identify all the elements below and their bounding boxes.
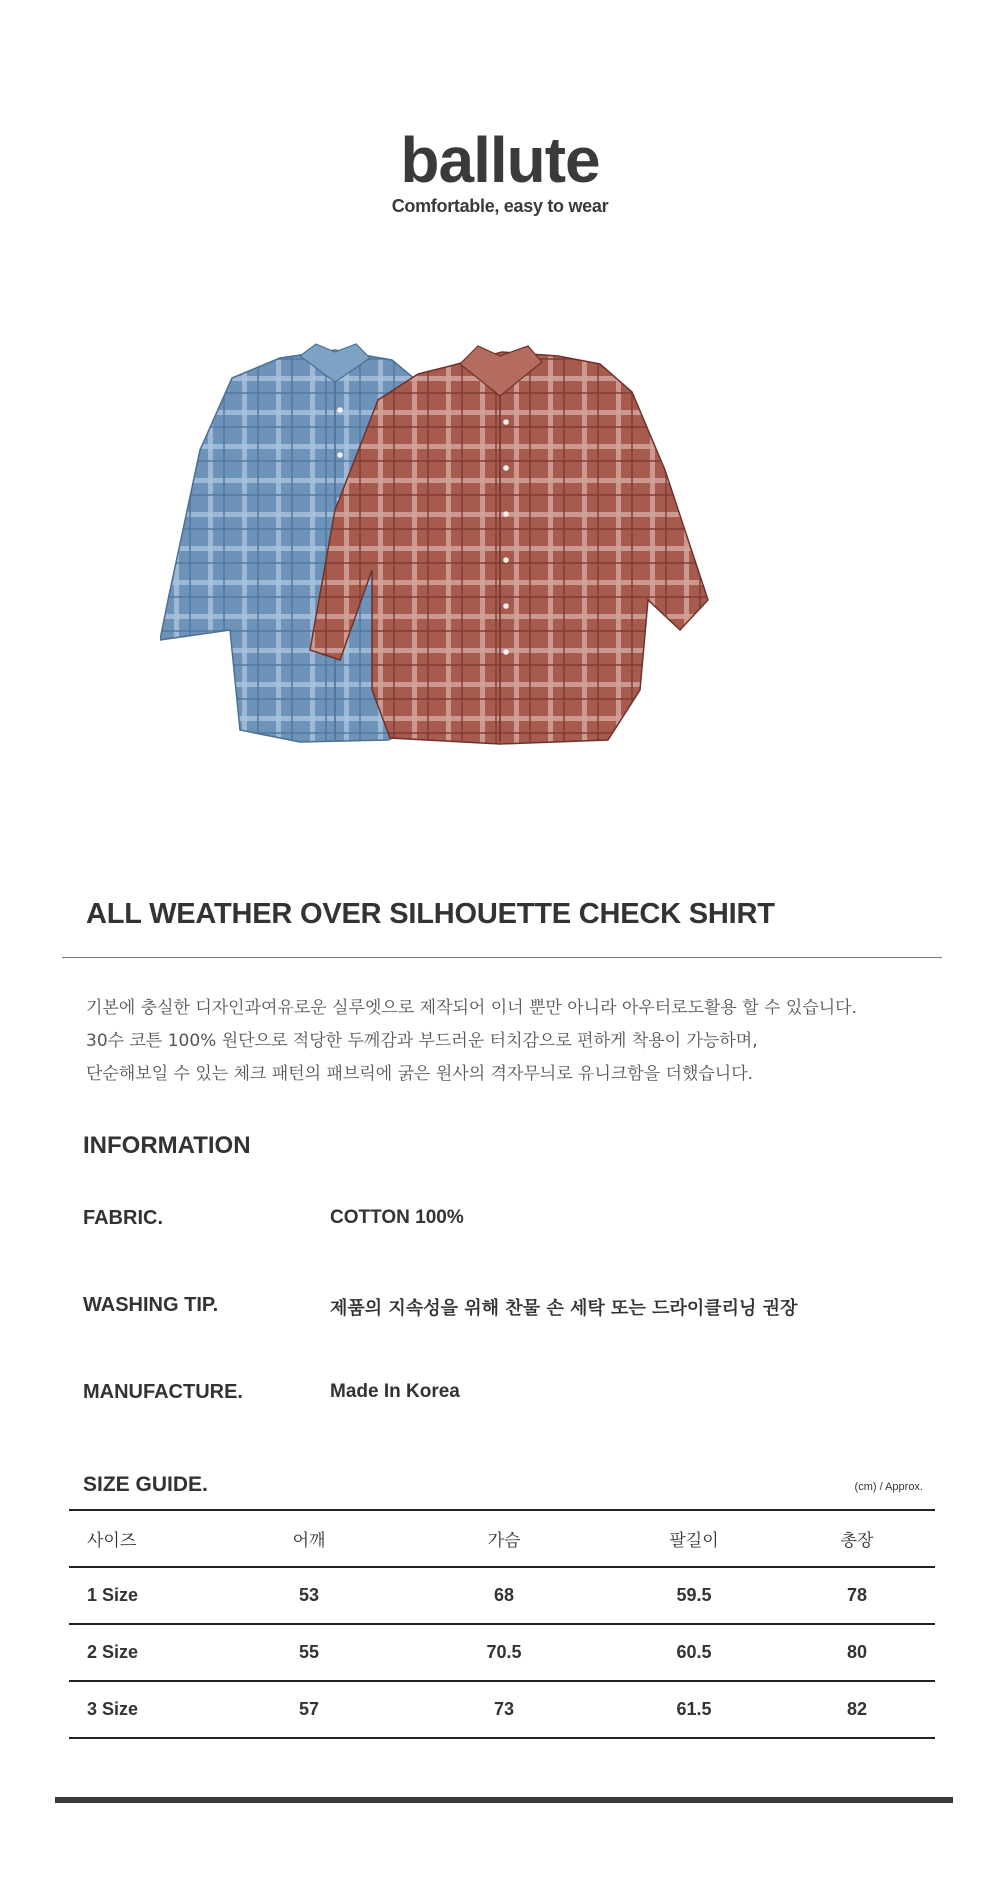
table-cell: 68	[399, 1567, 609, 1624]
table-cell: 61.5	[609, 1681, 779, 1738]
info-value: 제품의 지속성을 위해 찬물 손 세탁 또는 드라이클리닝 권장	[330, 1298, 798, 1319]
info-label: FABRIC.	[83, 1207, 163, 1229]
description-line: 30수 코튼 100% 원단으로 적당한 두께감과 부드러운 터치감으로 편하게 착용이 가능하며,	[86, 1031, 758, 1051]
table-cell: 55	[219, 1624, 399, 1681]
table-row	[69, 1681, 935, 1738]
column-header: 총장	[779, 1510, 935, 1567]
brand-header	[0, 124, 1000, 217]
table-header-row	[69, 1510, 935, 1567]
table-cell: 2 Size	[69, 1624, 219, 1681]
table-cell: 53	[219, 1567, 399, 1624]
info-label: WASHING TIP.	[83, 1294, 219, 1316]
column-header: 가슴	[399, 1510, 609, 1567]
brand-tagline: Comfortable, easy to wear	[391, 196, 609, 216]
product-title: ALL WEATHER OVER SILHOUETTE CHECK SHIRT	[86, 898, 775, 930]
size-table	[69, 1510, 935, 1739]
product-description	[86, 992, 857, 1091]
column-header: 어깨	[219, 1510, 399, 1567]
information-heading: INFORMATION	[83, 1132, 251, 1159]
size-unit-note: (cm) / Approx.	[854, 1481, 923, 1493]
table-cell: 82	[779, 1681, 935, 1738]
table-cell: 1 Size	[69, 1567, 219, 1624]
footer-divider	[55, 1797, 953, 1803]
table-cell: 80	[779, 1624, 935, 1681]
table-row	[69, 1567, 935, 1624]
info-label: MANUFACTURE.	[83, 1381, 243, 1403]
size-guide-heading: SIZE GUIDE.	[83, 1473, 208, 1496]
table-cell: 73	[399, 1681, 609, 1738]
table-cell: 3 Size	[69, 1681, 219, 1738]
table-cell: 59.5	[609, 1567, 779, 1624]
title-divider	[62, 957, 942, 958]
column-header: 팔길이	[609, 1510, 779, 1567]
table-cell: 60.5	[609, 1624, 779, 1681]
table-cell: 70.5	[399, 1624, 609, 1681]
table-cell: 78	[779, 1567, 935, 1624]
product-image	[160, 330, 840, 760]
column-header: 사이즈	[69, 1510, 219, 1567]
description-line: 단순해보일 수 있는 체크 패턴의 패브릭에 굵은 원사의 격자무늬로 유니크함을 더했습니다.	[86, 1064, 754, 1084]
table-cell: 57	[219, 1681, 399, 1738]
description-line: 기본에 충실한 디자인과여유로운 실루엣으로 제작되어 이너 뿐만 아니라 아우터로도활용 할 수 있습니다.	[86, 998, 857, 1018]
brand-logo: ballute	[400, 124, 600, 196]
info-value: Made In Korea	[330, 1381, 460, 1402]
table-row	[69, 1624, 935, 1681]
info-value: COTTON 100%	[330, 1207, 464, 1228]
